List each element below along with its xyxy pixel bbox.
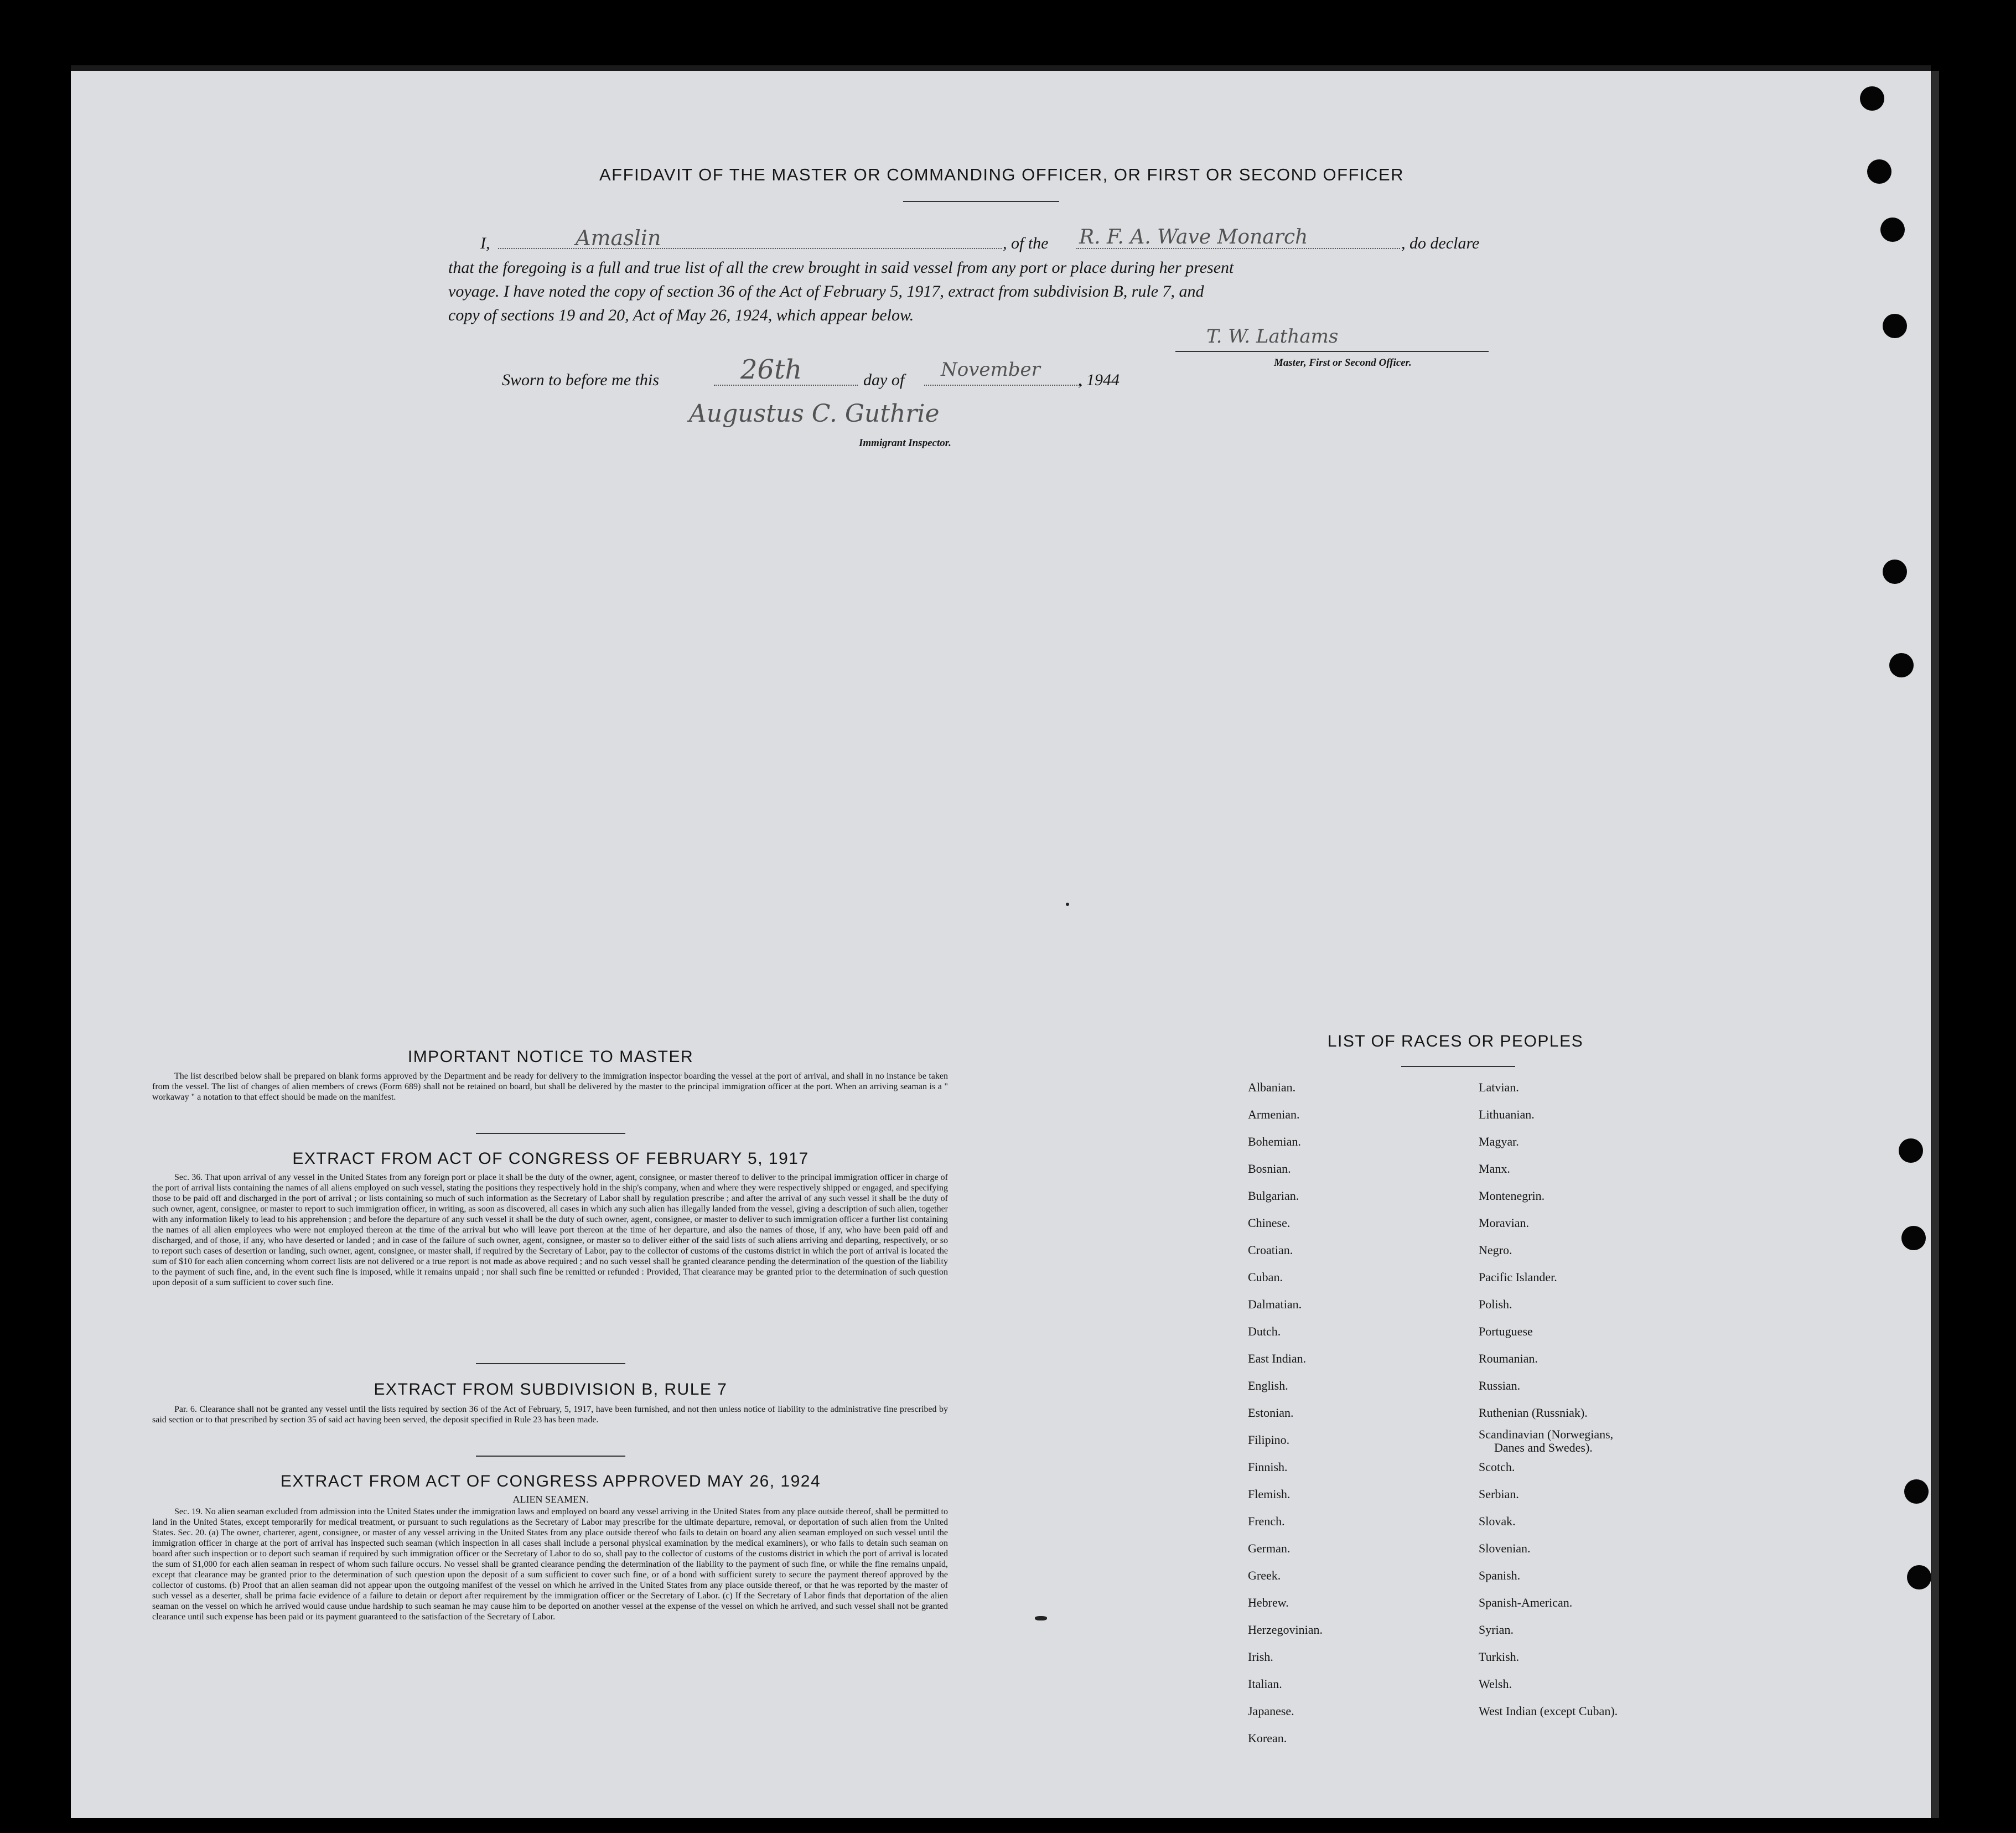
races-title: LIST OF RACES OR PEOPLES [1327, 1032, 1584, 1050]
race-item: Ruthenian (Russniak). [1479, 1406, 1588, 1420]
race-item: Filipino. [1248, 1433, 1290, 1447]
race-item: Bulgarian. [1248, 1189, 1299, 1203]
year-suffix: , 1944 [1078, 371, 1120, 389]
race-item: Estonian. [1248, 1406, 1294, 1420]
race-item: Scotch. [1479, 1460, 1515, 1474]
notice-title: IMPORTANT NOTICE TO MASTER [407, 1048, 694, 1066]
handwritten-day: 26th [740, 354, 802, 385]
race-item: Croatian. [1248, 1243, 1293, 1257]
race-item: Chinese. [1248, 1216, 1291, 1230]
punch-hole [1883, 314, 1907, 338]
extract2-title: EXTRACT FROM SUBDIVISION B, RULE 7 [374, 1380, 728, 1399]
race-item: Turkish. [1479, 1650, 1520, 1664]
extract2-divider [476, 1456, 625, 1457]
race-item: Pacific Islander. [1479, 1270, 1557, 1284]
handwritten-vessel: R. F. A. Wave Monarch [1079, 226, 1308, 248]
race-item: Roumanian. [1479, 1352, 1538, 1365]
extract2-body: Par. 6. Clearance shall not be granted any vessel until the lists required by section 36 of the Act of February, 5, 1917, have been furnished, and not then unless notice of liability to the administrative fine prescribed by said section or to that prescribed by section 35 of said act having been served, the deposit specified in Rule 23 has been made. [152, 1405, 948, 1425]
race-item: Albanian. [1248, 1080, 1296, 1094]
race-item: Herzegovinian. [1248, 1623, 1323, 1637]
race-item: Lithuanian. [1479, 1107, 1535, 1121]
race-item: Slovenian. [1479, 1541, 1531, 1555]
race-item: Korean. [1248, 1731, 1287, 1745]
race-item: Flemish. [1248, 1487, 1291, 1501]
affidavit-declare-label: , do declare [1401, 234, 1480, 252]
master-caption: Master, First or Second Officer. [1274, 357, 1412, 369]
punch-hole [1904, 1479, 1929, 1504]
inspector-caption: Immigrant Inspector. [859, 437, 951, 449]
race-item: Portuguese [1479, 1324, 1533, 1338]
title-divider [903, 201, 1059, 202]
race-item: Bosnian. [1248, 1162, 1291, 1176]
race-item: Latvian. [1479, 1080, 1519, 1094]
race-item: Hebrew. [1248, 1596, 1289, 1609]
sworn-prefix: Sworn to before me this [502, 371, 659, 389]
race-item: Spanish. [1479, 1568, 1521, 1582]
race-item: Manx. [1479, 1162, 1510, 1176]
punch-hole [1880, 218, 1905, 242]
race-item: English. [1248, 1379, 1288, 1392]
race-item: Italian. [1248, 1677, 1282, 1691]
race-item: Syrian. [1479, 1623, 1514, 1637]
race-item: Slovak. [1479, 1514, 1516, 1528]
handwritten-name: Amaslin [576, 226, 661, 250]
race-item: Scandinavian (Norwegians, [1479, 1427, 1614, 1441]
race-item: Cuban. [1248, 1270, 1283, 1284]
race-item: West Indian (except Cuban). [1479, 1704, 1618, 1718]
race-item: Danes and Swedes). [1494, 1441, 1593, 1454]
affidavit-title: AFFIDAVIT OF THE MASTER OR COMMANDING OFFICER, OR FIRST OR SECOND OFFICER [599, 165, 1405, 184]
punch-hole [1860, 86, 1884, 111]
notice-body: The list described below shall be prepared on blank forms approved by the Department and be ready for delivery to the immigration inspector boarding the vessel at the port of arrival, and shall in no instance be taken from the vessel. The list of changes of alien members of crews (Form 689) shall not be retained on board, but shall be delivered by the master to the principal immigration officer at the port. When an arriving seaman is a " workaway " a notation to that effect should be made on the manifest. [152, 1071, 948, 1102]
punch-hole [1907, 1565, 1931, 1589]
race-item: Finnish. [1248, 1460, 1288, 1474]
affidavit-line-2: that the foregoing is a full and true list of all the crew brought in said vessel from any port or place during her present [448, 258, 1234, 277]
affidavit-line-3: voyage. I have noted the copy of section 36 of the Act of February 5, 1917, extract from subdivision B, rule 7, and [448, 282, 1204, 301]
scan-dot [1066, 903, 1069, 906]
extract1-title: EXTRACT FROM ACT OF CONGRESS OF FEBRUARY 5, 1917 [292, 1149, 809, 1168]
page-top-edge [71, 65, 1931, 71]
extract3-body: Sec. 19. No alien seaman excluded from admission into the United States under the immigration laws and employed on board any vessel arriving in the United States from any place outside thereof, shall be permitted to land in the United States, except temporarily for medical treatment, or pursuant to such regulations as the Secretary of Labor may prescribe for the ultimate departure, removal, or deportation of such alien from the United States. Sec. 20. (a) The owner, charterer, agent, consignee, or master of any vessel arriving in the United States from any place outside thereof who fails to detain on board any alien seaman employed on such vessel until the immigration officer in charge at the port of arrival has inspected such seaman (which inspection in all cases shall include a personal physical examination by the medical examiners), or who fails to detain such seaman on board after such inspection or to deport such seaman if required by such immigration officer or the Secretary of Labor to do so, shall pay to the collector of customs of the customs district in which the port of arrival is located the sum of $1,000 for each alien seaman in respect of whom such failure occurs. No vessel shall be granted clearance pending the determination of the liability to the payment of such fine, or while the fine remains unpaid, except that clearance may be granted prior to the determination of such question upon the deposit of a sum sufficient to cover such fine, or of a bond with sufficient surety to secure the payment thereof approved by the collector of customs. (b) Proof that an alien seaman did not appear upon the outgoing manifest of the vessel on which he arrived in the United States from any place outside thereof, or that he was reported by the master of such vessel as a deserter, shall be prima facie evidence of a failure to detain or deport after requirement by the immigration officer or the Secretary of Labor. (c) If the Secretary of Labor finds that deportation of the alien seaman on the vessel on which he arrived would cause undue hardship to such seaman he may cause him to be deported on another vessel at the expense of the vessel on which he arrived, and such vessel shall not be granted clearance until such expense has been paid or its payment guaranteed to the satisfaction of the Secretary of Labor. [152, 1507, 948, 1622]
race-item: Greek. [1248, 1568, 1281, 1582]
race-item: Moravian. [1479, 1216, 1530, 1230]
race-item: Serbian. [1479, 1487, 1519, 1501]
race-item: Polish. [1479, 1297, 1512, 1311]
affidavit-of-the-label: , of the [1003, 234, 1049, 252]
notice-divider [476, 1133, 625, 1134]
race-item: Dutch. [1248, 1324, 1281, 1338]
handwritten-month: November [941, 359, 1040, 381]
extract1-body: Sec. 36. That upon arrival of any vessel in the United States from any foreign port or place it shall be the duty of the owner, agent, consignee, or master thereof to deliver to the principal immigration officer in charge of the port of arrival lists containing the names of all aliens employed on such vessel, stating the positions they respectively hold in the ship's company, when and where they were respectively shipped or engaged, and specifying those to be paid off and discharged in the port of arrival ; or lists containing so much of such information as the Secretary of Labor shall by regulation prescribe ; and after the arrival of any such vessel it shall be the duty of such owner, agent, consignee, or master to report to such immigration officer, in writing, as soon as discovered, all cases in which any such alien has illegally landed from the vessel, giving a description of such alien, together with any information likely to lead to his apprehension ; and before the departure of any such vessel it shall be the duty of such owner, agent, consignee, or master to deliver to such immigration officer a further list containing the names of all alien employees who were not employed thereon at the time of the arrival but who will leave port thereon at the time of her departure, and also the names of those, if any, who have been paid off and discharged, and of those, if any, who have deserted or landed ; and in case of the failure of such owner, agent, consignee, or master so to deliver either of the said lists of such aliens arriving and departing, respectively, or so to report such cases of desertion or landing, such owner, agent, consignee, or master shall, if required by the Secretary of Labor, pay to the collector of customs of the customs district in which the port of arrival is located the sum of $10 for each alien concerning whom correct lists are not delivered or a true report is not made as above required ; and no such vessel shall be granted clearance pending the determination of the question of the liability to the payment of such fine, and, in the event such fine is imposed, while it remains unpaid ; nor shall such fine be remitted or refunded : Provided, That clearance may be granted prior to the determination of such question upon deposit of a sum sufficient to cover such fine. [152, 1173, 948, 1287]
affidavit-line-4: copy of sections 19 and 20, Act of May 26, 1924, which appear below. [448, 306, 914, 324]
race-item: Montenegrin. [1479, 1189, 1545, 1203]
scan-mark [1035, 1616, 1047, 1620]
race-item: Welsh. [1479, 1677, 1512, 1691]
month-blank [924, 385, 1082, 386]
punch-hole [1901, 1226, 1926, 1250]
races-divider [1401, 1066, 1515, 1067]
master-signature-line [1175, 351, 1489, 352]
race-item: Armenian. [1248, 1107, 1300, 1121]
race-item: Japanese. [1248, 1704, 1294, 1718]
race-item: Spanish-American. [1479, 1596, 1573, 1609]
punch-hole [1883, 560, 1907, 584]
race-item: Dalmatian. [1248, 1297, 1302, 1311]
extract1-divider [476, 1363, 625, 1364]
race-item: French. [1248, 1514, 1285, 1528]
race-item: Irish. [1248, 1650, 1273, 1664]
name-blank [498, 248, 1002, 249]
race-item: East Indian. [1248, 1352, 1307, 1365]
race-item: Magyar. [1479, 1135, 1519, 1148]
race-item: Negro. [1479, 1243, 1512, 1257]
inspector-signature: Augustus C. Guthrie [689, 400, 940, 428]
day-of-label: day of [863, 371, 905, 389]
race-item: Russian. [1479, 1379, 1521, 1392]
punch-hole [1889, 653, 1914, 677]
document-right-edge [1931, 71, 1939, 1818]
extract3-title: EXTRACT FROM ACT OF CONGRESS APPROVED MAY 26, 1924 [280, 1472, 821, 1490]
punch-hole [1899, 1138, 1923, 1163]
extract3-subtitle: ALIEN SEAMEN. [512, 1494, 589, 1505]
race-item: Bohemian. [1248, 1135, 1301, 1148]
affidavit-i-label: I, [480, 234, 490, 252]
master-signature: T. W. Lathams [1206, 325, 1339, 348]
punch-hole [1867, 159, 1891, 184]
race-item: German. [1248, 1541, 1291, 1555]
